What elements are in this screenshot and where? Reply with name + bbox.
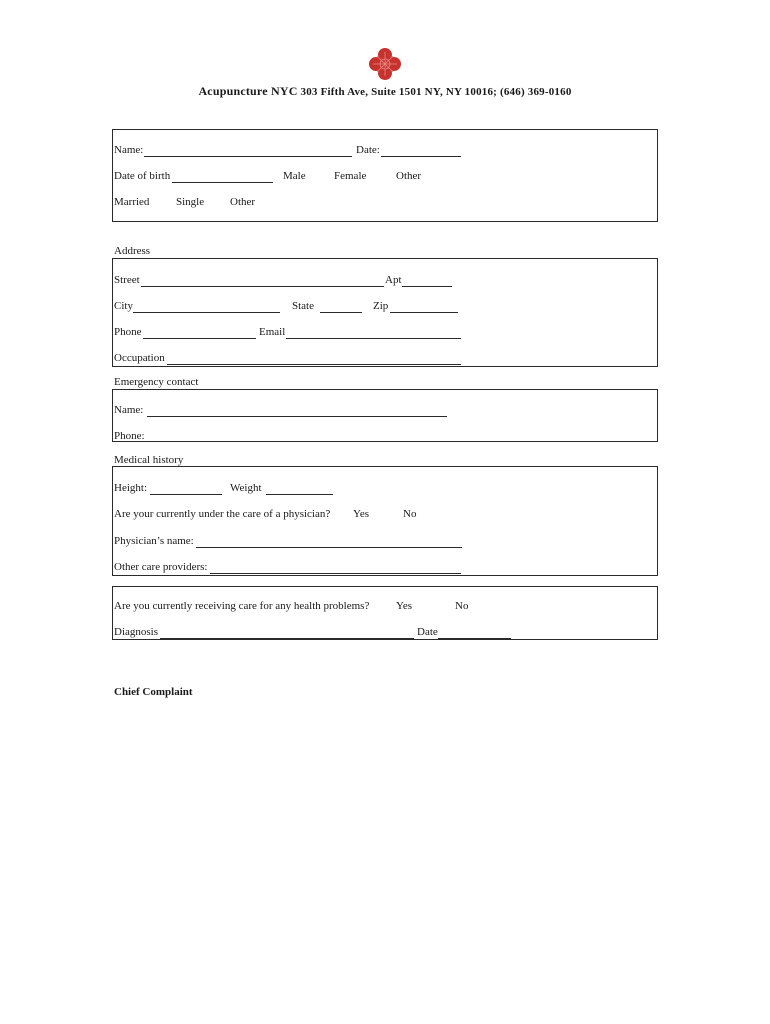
clinic-header [0,84,770,99]
email-field[interactable] [286,338,461,339]
emergency-phone-label: Phone: [114,430,145,442]
zip-field[interactable] [390,312,458,313]
marital-other-option[interactable]: Other [230,196,256,208]
care-yes-option[interactable]: Yes [396,600,413,612]
physician-no-option[interactable]: No [403,508,417,520]
height-label: Height: [114,482,147,494]
name-field[interactable] [144,156,352,157]
email-label: Email [259,326,286,338]
height-field[interactable] [150,494,222,495]
street-field[interactable] [141,286,384,287]
weight-field[interactable] [266,494,333,495]
emergency-name-field[interactable] [147,416,447,417]
state-label: State [292,300,314,312]
state-field[interactable] [320,312,362,313]
care-no-option[interactable]: No [455,600,469,612]
dob-label: Date of birth [114,170,171,182]
dob-field[interactable] [172,182,273,183]
physician-name-label: Physician’s name: [114,535,194,547]
name-label: Name: [114,144,144,156]
medical-section [112,466,658,576]
phone-field[interactable] [143,338,256,339]
diagnosis-date-label: Date [417,626,438,638]
apt-label: Apt [385,274,402,286]
logo-icon [369,48,401,80]
other-providers-label: Other care providers: [114,561,208,573]
street-label: Street [114,274,140,286]
city-label: City [114,300,133,312]
other-providers-field[interactable] [210,573,461,574]
phone-label: Phone [114,326,142,338]
zip-label: Zip [373,300,389,312]
marital-married-option[interactable]: Married [114,196,150,208]
city-field[interactable] [133,312,280,313]
apt-field[interactable] [402,286,452,287]
date-label: Date: [356,144,380,156]
gender-other-option[interactable]: Other [396,170,422,182]
chief-complaint-title: Chief Complaint [114,686,193,698]
current-care-section [112,586,658,640]
physician-yes-option[interactable]: Yes [353,508,370,520]
diagnosis-date-field[interactable] [438,638,511,639]
emergency-name-label: Name: [114,404,144,416]
weight-label: Weight [230,482,262,494]
clinic-address: 303 Fifth Ave, Suite 1501 NY, NY 10016; (646) 369-0160 [300,86,572,98]
diagnosis-field[interactable] [160,638,414,639]
address-section-title: Address [114,245,151,257]
clinic-name: Acupuncture NYC [198,84,298,98]
date-field[interactable] [381,156,461,157]
care-question: Are you currently receiving care for any health problems? [114,600,370,612]
diagnosis-label: Diagnosis [114,626,158,638]
medical-section-title: Medical history [114,454,184,466]
occupation-field[interactable] [167,364,461,365]
emergency-section-title: Emergency contact [114,376,199,388]
physician-name-field[interactable] [196,547,462,548]
gender-female-option[interactable]: Female [334,170,367,182]
marital-single-option[interactable]: Single [176,196,205,208]
occupation-label: Occupation [114,352,165,364]
physician-question: Are your currently under the care of a physician? [114,508,331,520]
emergency-phone-field[interactable] [146,441,333,442]
gender-male-option[interactable]: Male [283,170,306,182]
